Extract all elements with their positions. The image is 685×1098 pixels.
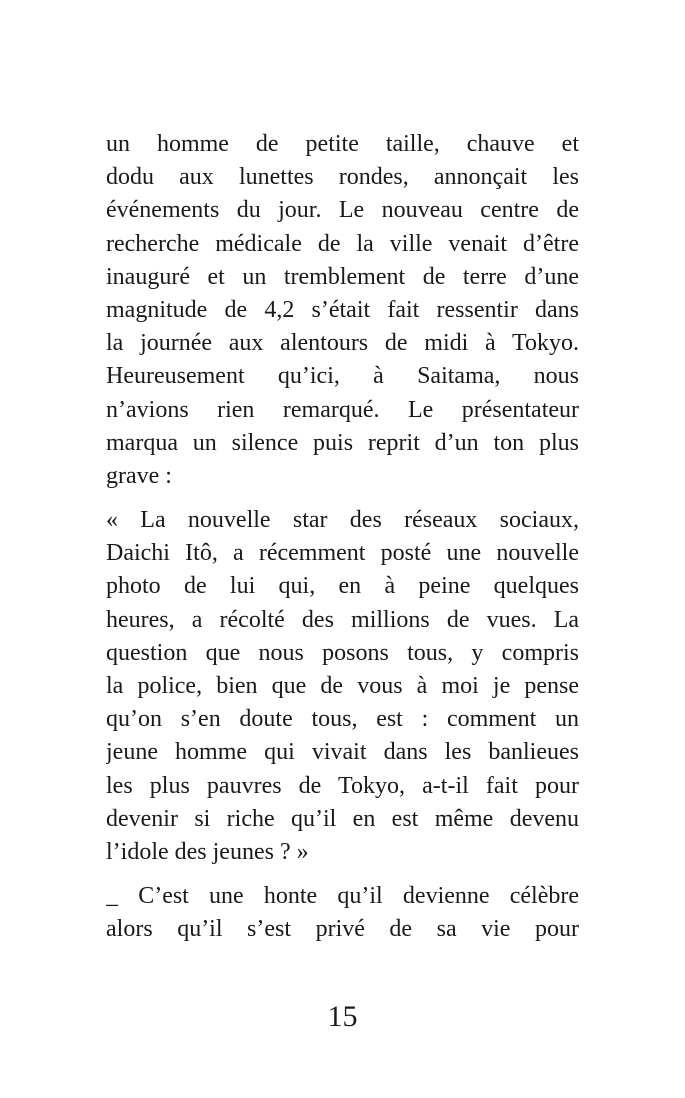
text-line: _ C’est une honte qu’il devienne célèbre bbox=[106, 883, 579, 910]
text-line: un homme de petite taille, chauve et bbox=[106, 131, 579, 157]
text-line: qu’on s’en doute tous, est : comment un bbox=[106, 706, 579, 733]
text-line: la police, bien que de vous à moi je pense bbox=[106, 673, 579, 699]
text-line: Daichi Itô, a récemment posté une nouvelle bbox=[106, 540, 579, 567]
paragraph bbox=[106, 880, 579, 946]
paragraph bbox=[106, 128, 579, 493]
text-line: la journée aux alentours de midi à Tokyo. bbox=[106, 330, 579, 357]
text-line: grave : bbox=[106, 462, 172, 489]
text-line: heures, a récolté des millions de vues. La bbox=[106, 606, 579, 633]
text-line: question que nous posons tous, y compris bbox=[106, 639, 579, 666]
page-number: 15 bbox=[327, 1000, 358, 1033]
text-line: événements du jour. Le nouveau centre de bbox=[106, 197, 579, 224]
text-line: dodu aux lunettes rondes, annonçait les bbox=[106, 164, 579, 191]
text-line: jeune homme qui vivait dans les banlieues bbox=[106, 739, 579, 766]
text-line: l’idole des jeunes ? » bbox=[106, 838, 309, 865]
paragraph-gap bbox=[106, 869, 579, 880]
text-line: marqua un silence puis reprit d’un ton plus bbox=[106, 429, 579, 456]
paragraph-gap bbox=[106, 493, 579, 504]
paragraph bbox=[106, 504, 579, 869]
text-line: recherche médicale de la ville venait d’être bbox=[106, 230, 579, 257]
body-text bbox=[106, 128, 579, 947]
text-line: alors qu’il s’est privé de sa vie pour bbox=[106, 916, 579, 943]
text-line: « La nouvelle star des réseaux sociaux, bbox=[106, 507, 579, 534]
text-line: inauguré et un tremblement de terre d’une bbox=[106, 263, 579, 290]
text-line: magnitude de 4,2 s’était fait ressentir dans bbox=[106, 296, 579, 323]
text-line: devenir si riche qu’il en est même devenu bbox=[106, 805, 579, 832]
text-line: n’avions rien remarqué. Le présentateur bbox=[106, 396, 579, 423]
text-line: les plus pauvres de Tokyo, a-t-il fait pour bbox=[106, 772, 579, 799]
text-line: Heureusement qu’ici, à Saitama, nous bbox=[106, 363, 579, 390]
text-line: photo de lui qui, en à peine quelques bbox=[106, 573, 579, 600]
